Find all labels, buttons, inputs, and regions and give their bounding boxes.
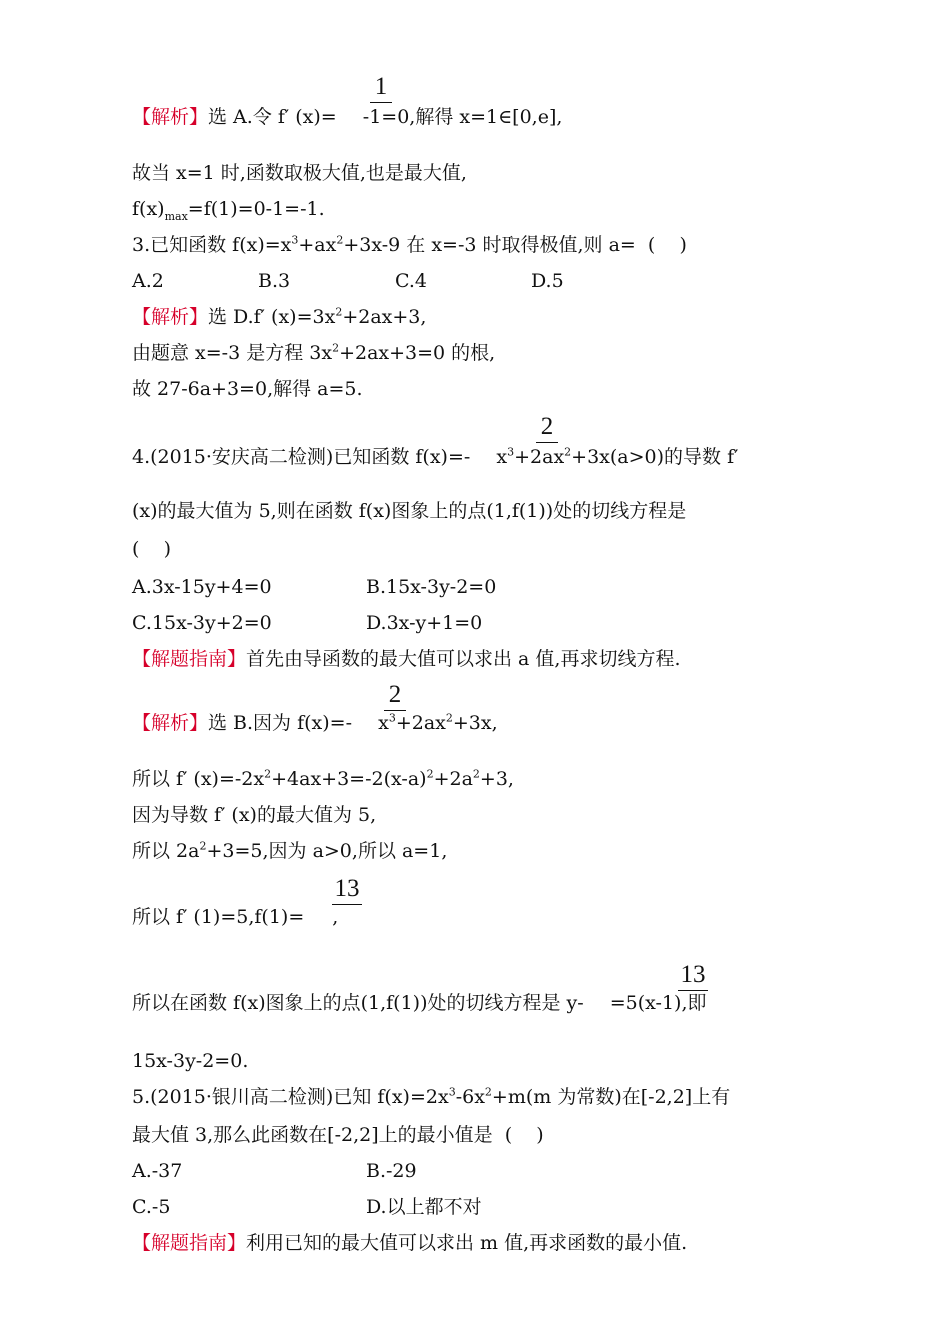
question-5-options-row1 [132,1158,417,1184]
text-run: +2ax [514,446,565,468]
option-c: C.15x-3y+2=0 [132,612,272,634]
text-line: 最大值 3,那么此函数在[-2,2]上的最小值是 ( ) [132,1124,544,1146]
text-run: =5(x-1),即 [609,992,707,1014]
text-run: 3.已知函数 f(x)=x [132,234,292,256]
option-c: C.-5 [132,1196,171,1218]
solution-line [132,304,426,330]
text-line [132,766,514,792]
text-run: -6x [455,1086,485,1108]
text-run: +4ax+3=-2(x-a) [271,768,427,790]
superscript: 3 [448,1085,456,1099]
superscript: 2 [445,711,453,725]
text-run: +3, [479,768,514,790]
text-line: 故当 x=1 时,函数取极大值,也是最大值, [132,162,467,184]
option-d: D.以上都不对 [366,1196,482,1218]
superscript: 2 [264,767,272,781]
text-run: 选 D.f′ (x)=3x [208,306,336,328]
solution-bracket: 【解析】 [132,306,209,328]
text-run: 选 B.因为 f(x)=- [208,712,359,734]
text-run: 所以 2a [132,840,200,862]
text-run: 首先由导函数的最大值可以求出 a 值,再求切线方程. [246,648,681,670]
superscript: 2 [564,445,572,459]
text-run: +2ax+3=0 的根, [339,342,496,364]
option-a: A.2 [132,270,164,292]
superscript: 2 [472,767,480,781]
text-run: 所以 f′ (1)=5,f(1)= [132,906,305,928]
text-run: 所以 f′ (x)=-2x [132,768,265,790]
text-line [132,340,495,366]
text-run: +m(m 为常数)在[-2,2]上有 [491,1086,731,1108]
text-run: +2ax [395,712,446,734]
text-run: 5.(2015·银川高二检测)已知 f(x)=2x [132,1086,449,1108]
guide-bracket: 【解题指南】 [132,1232,247,1254]
text-line [132,904,338,930]
question-4-options-row1 [132,574,496,600]
option-d: D.3x-y+1=0 [366,612,483,634]
option-b: B.15x-3y-2=0 [366,576,497,598]
text-run: x [372,712,389,734]
text-run: -1=0,解得 x=1∈[0,e], [356,106,563,128]
superscript: 2 [484,1085,492,1099]
fraction-numerator: 2 [540,413,554,440]
fraction-numerator: 1 [374,73,388,100]
text-run: 由题意 x=-3 是方程 3x [132,342,333,364]
question-4-stem [132,444,738,470]
text-run: 选 A.令 f′ (x)= [208,106,343,128]
text-line [132,838,447,864]
text-run: +3x, [452,712,498,734]
text-line [132,196,325,222]
text-line: 故 27-6a+3=0,解得 a=5. [132,378,363,400]
text-line: 因为导数 f′ (x)的最大值为 5, [132,804,377,826]
superscript: 2 [332,341,340,355]
fraction-1 [370,74,392,103]
text-run: x [490,446,508,468]
text-line [132,990,706,1016]
fraction-numerator: 13 [680,961,706,988]
superscript: 2 [336,233,344,247]
text-run: 利用已知的最大值可以求出 m 值,再求函数的最小值. [246,1232,688,1254]
text-run: f(x) [132,198,165,220]
subscript: max [164,209,188,223]
fraction-13-a [332,876,362,905]
text-run: , [332,906,339,928]
superscript: 2 [199,839,207,853]
text-run: =f(1)=0-1=-1. [187,198,325,220]
text-run: +3x(a>0)的导数 f′ [571,446,739,468]
text-run: +ax [298,234,337,256]
text-run: +2a [433,768,473,790]
superscript: 3 [507,445,515,459]
solution-bracket: 【解析】 [132,106,209,128]
guide-bracket: 【解题指南】 [132,648,247,670]
option-c: C.4 [395,270,427,292]
question-4-options-row2 [132,610,482,636]
option-a: A.-37 [132,1160,183,1182]
guide-line [132,646,681,672]
superscript: 2 [426,767,434,781]
text-run: +3=5,因为 a>0,所以 a=1, [206,840,448,862]
guide-line [132,1230,687,1256]
text-run: +3x-9 在 x=-3 时取得极值,则 a= ( ) [343,234,687,256]
question-5-options-row2 [132,1194,482,1220]
superscript: 3 [291,233,299,247]
question-3-stem [132,232,687,258]
fraction-13-b [678,962,708,991]
fraction-q4-solution [384,682,406,711]
option-b: B.3 [258,270,291,292]
text-run: 所以在函数 f(x)图象上的点(1,f(1))处的切线方程是 y- [132,992,584,1014]
text-line: 15x-3y-2=0. [132,1050,249,1072]
solution-bracket: 【解析】 [132,712,209,734]
text-line: ( ) [132,538,171,560]
fraction-numerator: 2 [388,681,402,708]
text-run: 4.(2015·安庆高二检测)已知函数 f(x)=- [132,446,477,468]
option-d: D.5 [531,270,564,292]
text-run: +2ax+3, [342,306,427,328]
question-5-stem [132,1084,730,1110]
superscript: 3 [388,711,396,725]
fraction-q4-stem [536,414,558,443]
solution-line [132,710,498,736]
solution-line [132,104,562,130]
fraction-numerator: 13 [334,875,360,902]
option-b: B.-29 [366,1160,417,1182]
question-3-options [132,268,564,294]
option-a: A.3x-15y+4=0 [132,576,272,598]
superscript: 2 [335,305,343,319]
text-line: (x)的最大值为 5,则在函数 f(x)图象上的点(1,f(1))处的切线方程是 [132,500,687,522]
